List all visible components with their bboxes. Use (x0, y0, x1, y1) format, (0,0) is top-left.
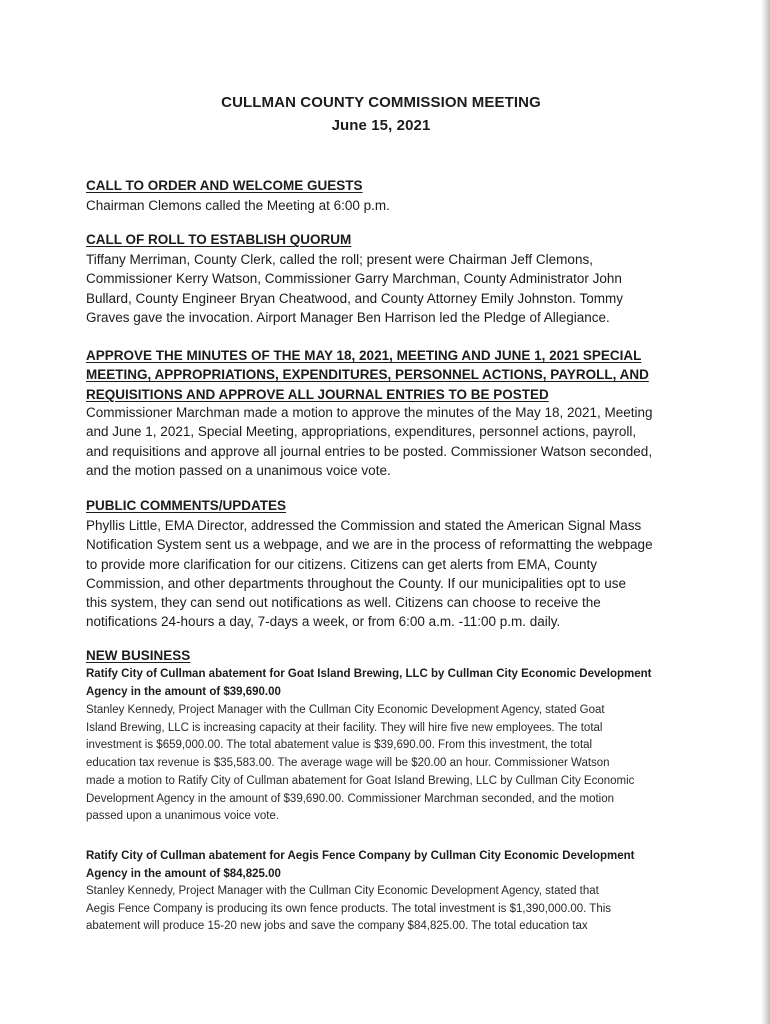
paragraph-roll-call (86, 250, 676, 327)
text-line: notifications 24-hours a day, 7-days a week, or from 6:00 a.m. -11:00 p.m. daily. (86, 614, 561, 630)
text-line: to provide more clarification for our citizens. Citizens can get alerts from EMA, County (86, 556, 597, 572)
text-line: and the motion passed on a unanimous voice vote. (86, 462, 391, 478)
text-line: Stanley Kennedy, Project Manager with the Cullman City Economic Development Agency, stated that (86, 885, 599, 897)
text-line: Commissioner Kerry Watson, Commissioner Garry Marchman, County Administrator John (86, 271, 622, 287)
text-line: and requisitions and approve all journal entries to be posted. Commissioner Watson seconded, (86, 443, 653, 459)
text-line: Phyllis Little, EMA Director, addressed the Commission and stated the American Signal Mass (86, 518, 642, 533)
text-line: Tiffany Merriman, County Clerk, called the roll; present were Chairman Jeff Clemons, (86, 252, 593, 267)
text-line: Aegis Fence Company is producing its own fence products. The total investment is $1,390,000.00. This (86, 902, 612, 915)
heading-line: APPROVE THE MINUTES OF THE MAY 18, 2021, MEETING AND JUNE 1, 2021 SPECIAL (86, 348, 642, 363)
paragraph-goat-island-abatement (86, 702, 676, 826)
text-line: investment is $659,000.00. The total abatement value is $39,690.00. From this investment, the total (86, 739, 593, 752)
heading-line: Ratify City of Cullman abatement for Goat Island Brewing, LLC by Cullman City Economic Development (86, 668, 652, 680)
heading-line: Ratify City of Cullman abatement for Aegis Fence Company by Cullman City Economic Development (86, 850, 635, 862)
heading-goat-island-abatement (86, 666, 676, 701)
page-edge-shadow (761, 0, 770, 1024)
heading-public-comments: PUBLIC COMMENTS/UPDATES (86, 498, 287, 513)
text-line: made a motion to Ratify City of Cullman abatement for Goat Island Brewing, LLC by Cullman City Economic (86, 774, 635, 787)
heading-line: Agency in the amount of $39,690.00 (86, 685, 281, 698)
text-line: passed upon a unanimous voice vote. (86, 810, 280, 823)
text-line: Commission, and other departments throughout the County. If our municipalities opt to use (86, 575, 627, 591)
heading-approve-minutes (86, 346, 676, 404)
heading-line: REQUISITIONS AND APPROVE ALL JOURNAL ENTRIES TO BE POSTED (86, 386, 549, 402)
heading-new-business: NEW BUSINESS (86, 648, 191, 663)
heading-line: MEETING, APPROPRIATIONS, EXPENDITURES, PERSONNEL ACTIONS, PAYROLL, AND (86, 367, 649, 383)
paragraph-public-comments (86, 516, 676, 632)
text-line: Bullard, County Engineer Bryan Cheatwood, and County Attorney Emily Johnston. Tommy (86, 290, 624, 306)
text-line: this system, they can send out notifications as well. Citizens can choose to receive the (86, 595, 601, 611)
heading-call-to-order: CALL TO ORDER AND WELCOME GUESTS (86, 178, 363, 193)
heading-roll-call: CALL OF ROLL TO ESTABLISH QUORUM (86, 232, 352, 247)
paragraph-call-to-order (86, 196, 676, 215)
text-line: abatement will produce 15-20 new jobs and save the company $84,825.00. The total education tax (86, 920, 588, 933)
paragraph-approve-minutes (86, 403, 676, 480)
text-line: Commissioner Marchman made a motion to approve the minutes of the May 18, 2021, Meeting (86, 405, 653, 420)
meeting-date: June 15, 2021 (331, 117, 431, 134)
text-line: Stanley Kennedy, Project Manager with the Cullman City Economic Development Agency, stated Goat (86, 704, 605, 716)
heading-line: Agency in the amount of $84,825.00 (86, 867, 281, 880)
heading-aegis-fence-abatement (86, 848, 676, 883)
paragraph-aegis-fence-abatement (86, 883, 676, 936)
text-line: and June 1, 2021, Special Meeting, appropriations, expenditures, personnel actions, payroll, (86, 424, 637, 440)
text-line: Development Agency in the amount of $39,690.00. Commissioner Marchman seconded, and the motion (86, 792, 615, 805)
text-line: Notification System sent us a webpage, and we are in the process of reformatting the webpage (86, 537, 653, 553)
text-line: Chairman Clemons called the Meeting at 6:00 p.m. (86, 198, 390, 213)
document-title: CULLMAN COUNTY COMMISSION MEETING (221, 94, 541, 111)
text-line: education tax revenue is $35,583.00. The average wage will be $20.00 an hour. Commissioner Watson (86, 757, 610, 770)
text-line: Graves gave the invocation. Airport Manager Ben Harrison led the Pledge of Allegiance. (86, 309, 610, 325)
text-line: Island Brewing, LLC is increasing capacity at their facility. They will hire five new employees. The total (86, 721, 603, 734)
